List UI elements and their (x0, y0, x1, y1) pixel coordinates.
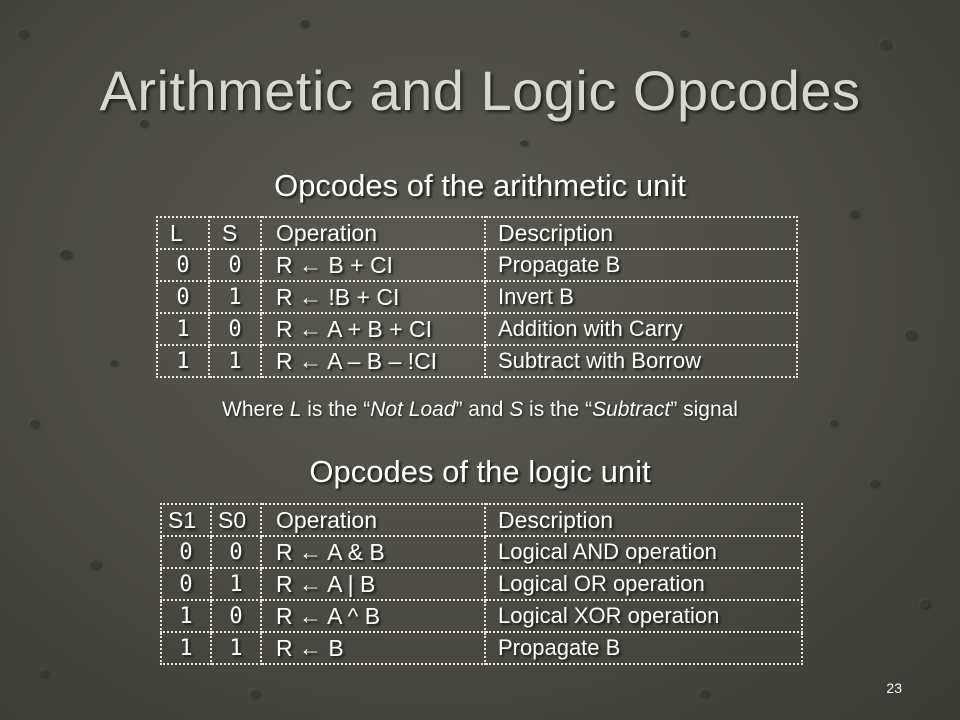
note-not-load: Not Load (370, 398, 456, 421)
texture-dot (680, 30, 688, 37)
cell-description: Addition with Carry (485, 313, 797, 345)
note-text: ” and (455, 398, 510, 421)
texture-dot (520, 140, 528, 146)
header-operation: Operation (261, 217, 485, 249)
cell-s1: 1 (161, 600, 211, 632)
arithmetic-heading: Opcodes of the arithmetic unit (274, 168, 686, 203)
header-description: Description (485, 504, 802, 536)
cell-description: Logical XOR operation (485, 600, 802, 632)
texture-dot (90, 560, 101, 569)
logic-opcode-table (160, 503, 803, 665)
cell-l: 1 (157, 345, 209, 377)
cell-description: Propagate B (485, 249, 797, 281)
table-header-row (161, 504, 802, 536)
cell-operation: R ← B (261, 632, 485, 664)
page-number: 23 (886, 680, 902, 696)
cell-operation: R ← B + CI (261, 249, 485, 281)
cell-s0: 0 (211, 600, 261, 632)
texture-dot (920, 600, 930, 608)
arithmetic-opcode-table (156, 216, 798, 378)
cell-s0: 1 (211, 568, 261, 600)
table-header-row (157, 217, 797, 249)
cell-operation: R ← A + B + CI (261, 313, 485, 345)
cell-description: Logical AND operation (485, 536, 802, 568)
cell-description: Invert B (485, 281, 797, 313)
header-s0: S0 (211, 504, 261, 536)
cell-s: 1 (209, 281, 261, 313)
cell-s1: 0 (161, 568, 211, 600)
table-row (161, 600, 802, 632)
texture-dot (250, 690, 260, 698)
cell-s: 0 (209, 249, 261, 281)
texture-dot (905, 330, 917, 340)
table-row (157, 281, 797, 313)
note-text: is the “ (523, 398, 593, 421)
cell-description: Propagate B (485, 632, 802, 664)
cell-operation: R ← A – B – !CI (261, 345, 485, 377)
cell-description: Logical OR operation (485, 568, 802, 600)
table-row (161, 536, 802, 568)
texture-dot (18, 30, 28, 38)
texture-dot (60, 250, 72, 259)
table-row (157, 249, 797, 281)
cell-operation: R ← A ^ B (261, 600, 485, 632)
cell-s: 1 (209, 345, 261, 377)
cell-l: 0 (157, 249, 209, 281)
table-row (161, 568, 802, 600)
table-row (157, 345, 797, 377)
note-l: L (289, 398, 302, 421)
cell-operation: R ← A & B (261, 536, 485, 568)
cell-operation: R ← A | B (261, 568, 485, 600)
texture-dot (850, 210, 859, 218)
note-text: Where (222, 398, 290, 421)
note-subtract: Subtract (592, 398, 671, 421)
texture-dot (110, 360, 118, 366)
cell-s: 0 (209, 313, 261, 345)
cell-description: Subtract with Borrow (485, 345, 797, 377)
signal-note (0, 398, 960, 422)
logic-heading: Opcodes of the logic unit (309, 454, 651, 489)
header-s: S (209, 217, 261, 249)
cell-operation: R ← !B + CI (261, 281, 485, 313)
cell-s1: 0 (161, 536, 211, 568)
texture-dot (700, 690, 709, 697)
cell-s0: 0 (211, 536, 261, 568)
texture-dot (300, 20, 309, 27)
note-text: ” signal (670, 398, 738, 421)
cell-s1: 1 (161, 632, 211, 664)
cell-l: 0 (157, 281, 209, 313)
cell-s0: 1 (211, 632, 261, 664)
header-l: L (157, 217, 209, 249)
texture-dot (40, 670, 48, 677)
note-text: is the “ (301, 398, 371, 421)
note-s: S (509, 398, 524, 421)
cell-l: 1 (157, 313, 209, 345)
texture-dot (880, 40, 891, 49)
table-row (161, 632, 802, 664)
slide-title: Arithmetic and Logic Opcodes (99, 59, 861, 122)
header-description: Description (485, 217, 797, 249)
table-row (157, 313, 797, 345)
header-operation: Operation (261, 504, 485, 536)
header-s1: S1 (161, 504, 211, 536)
